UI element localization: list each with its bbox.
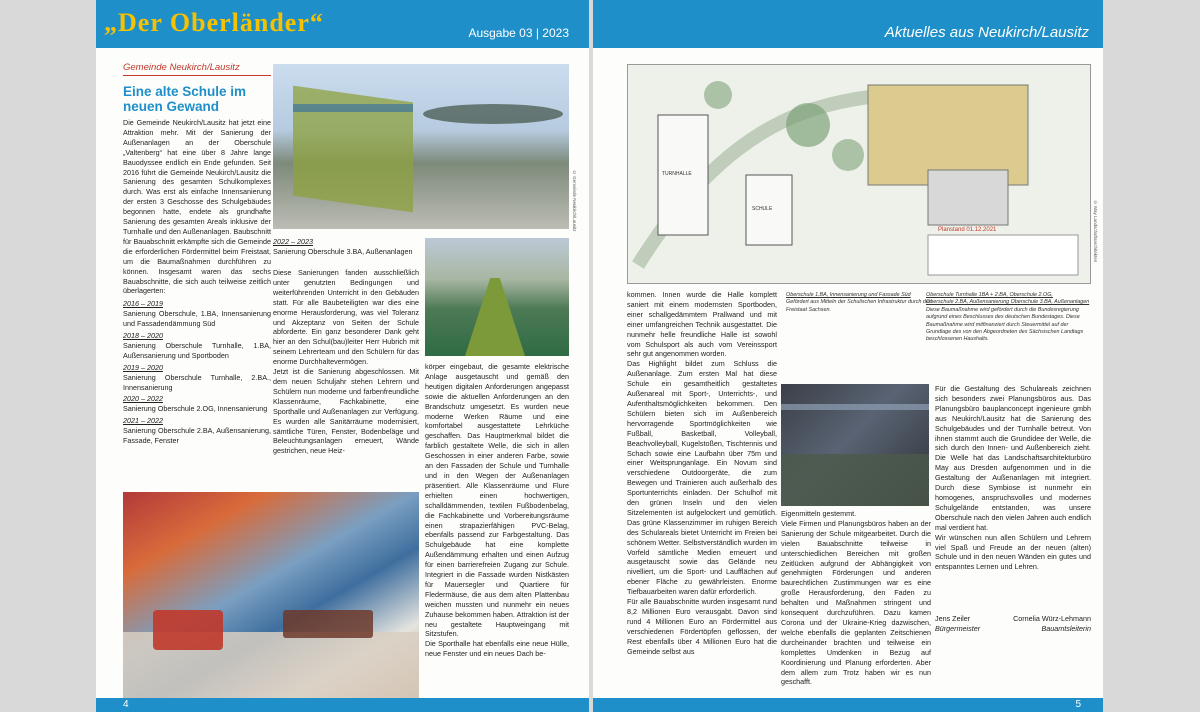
phase-text: Sanierung Oberschule 2.BA, Außensanierung, Fassade, Fenster [123, 426, 271, 446]
header-bar-right [593, 0, 1103, 48]
plan-label-turnhalle: TURNHALLE [662, 171, 692, 177]
plan-trees [786, 103, 830, 147]
footer-bar [96, 698, 589, 712]
text-column-4 [627, 290, 777, 657]
col3-text: körper eingebaut, die gesamte elektrische Anlage ausgetauscht und gemäß den heutigen digitalen Anforderungen angepasst sowie die aktuellen Anforderungen an den Brandschutz umgesetzt. Es wurden neue moderne Werken Räume und eine komfortabel ausgestattete Lehrküche geschaffen. Das Hauptmerkmal bildet die farblich gestaltete Welle, die sich in allen Geschossen in einer anderen Farbe, sowie an den Fassaden der Schule und Turnhalle und in den Wegen der Außenanlagen präsentiert. Alle Klassenräume und Flure erhielten einen hochwertigen, schalldämmenden, textilen Fußbodenbelag, die Fachkabinette und Vorbereitungsräume einen strapazierfähigen PVC-Belag, ebenfalls passend zur Farbgestaltung. Das Schulgebäude hat eine komplette Außendämmung erhalten und einen Aufzug für einen barrierefreien Zugang zur Schule. Integriert in die Fassade wurden Nistkästen für Mauersegler und Quartiere für Fledermäuse, die aus dem alten Plattenbau weichen mussten und nunmehr ein neues Zuhause bekommen haben. Attraktion ist der neu gestaltete Hauptweingang mit Sitzstufen. Die Sporthalle hat ebenfalls eine neue Hülle, neue Fenster und ein neues Dach be- [425, 362, 569, 659]
lead-paragraph: Die Gemeinde Neukirch/Lausitz hat jetzt eine Attraktion mehr. Mit der Sanierung der Außenanlagen an der Oberschule „Valtenberg“ hat eine über 8 Jahre lange Bauodyssee endlich ein Ende gefunden. Seit 2016 führt die Gemeinde Neukirch/Lausitz die Sanierung des gesamten Schulkomplexes durch. Was erst als einfache Innensanierung der ersten 3 Geschosse des Schulgebäudes begonnen hatte, endete als grundhafte Sanierung des gesamten Areals inklusive der Turnhalle und den Außenanlagen. Baubschnitt für Bauabschnitt erkämpfte sich die Gemeinde die erforderlichen Fördermittel beim Freistaat, um die Baumaßnahmen durchführen zu können. Insgesamt waren das sechs Bauabschnitte, die sich auch teilweise zeitlich überlagerten: [123, 118, 271, 296]
plan-trees-2 [832, 139, 864, 171]
footer-bar-right [593, 698, 1103, 712]
table [283, 610, 373, 638]
caption-1-text: Gefördert aus Mitteln der Schulischen Infrastruktur durch den Freistaat Sachsen. [786, 299, 932, 313]
phase-years: 2018 – 2020 [123, 331, 163, 341]
section-title: Aktuelles aus Neukirch/Lausitz [884, 24, 1089, 41]
text-column-6 [935, 384, 1091, 572]
site-plan [627, 64, 1091, 284]
signature-1-role: Bürgermeister [935, 624, 981, 633]
section-rubric: Gemeinde Neukirch/Lausitz [123, 62, 271, 76]
col2-text: Diese Sanierungen fanden ausschließlich unter genutzten Bedingungen und weiterführenden Unterricht in den Gebäuden statt. Für alle Baubeteiligten war dies eine enorme Herausforderung, was viel Toleranz und Akzeptanz von Seiten der Schule abforderte. Ein ganz besonderer Dank geht hier an den Schul(bau)leiter Herr Hubrich mit seinem Lehrerteam und den Schülern für das enorme Durchhaltevermögen. Jetzt ist die Sanierung abgeschlossen. Mit dem neuen Schuljahr stehen Lehrern und Schülern nun moderne und farbenfreundliche Klassenräume, Fachkabinette, eine Sporthalle und Außenanlagen zur Verfügung. Es wurden alle Sanitärräume modernisiert, sämtliche Türen, Fenster, Bodenbeläge und Beleuchtungsanlagen erneuert, Wände gestrichen, neue Heiz- [273, 268, 419, 456]
col6-text: Für die Gestaltung des Schulareals zeichnen sich besonders zwei Planungsbüros aus. Das Planungsbüro bauplanconcept ingenieure gmbh aus Neukirch/Lausitz hat die Sanierung des Schulgebäudes und der Turnhalle betreut. Von ihnen stammt auch die Grundidee der Welle, die sich durch den Innen- und Außenbereich zieht. Die Welle hat das Landschaftsarchitekturbüro May aus Dresden aufgenommen und in die Gestaltung der Außenanlagen mit integriert. Durch diese Symbiose ist nunmehr ein homogenes, anspruchsvolles und modernes Schulgelände entstanden, was unsere Oberschule nach den vielen Jahren auch endlich mal verdient hat. Wir wünschen nun allen Schülern und Lehrern viel Spaß und Freude an der neuen (alten) Schule und in den neuen Wänden ein gutes und entspanntes Lernen und Lehren. [935, 384, 1091, 572]
text-column-2 [273, 268, 419, 456]
phase-text: Sanierung Oberschule, 1.BA, Innensanierung und Fassadendämmung Süd [123, 309, 271, 329]
plan-label-schule: SCHULE [752, 206, 773, 212]
gym-window-band [781, 404, 929, 410]
plan-stand-label: Planstand 01.12.2021 [938, 227, 997, 233]
text-column-5 [781, 509, 931, 687]
interior-photo [123, 492, 419, 698]
plan-credit: © May Landschaftsarchitekten [1093, 200, 1098, 263]
text-column-3 [425, 362, 569, 659]
photo-credit: © Gemeinde Neukirch/Lausitz [572, 170, 577, 232]
phase-list [123, 299, 271, 446]
funding-caption-2 [926, 292, 1091, 344]
phase-text: Sanierung Oberschule Turnhalle, 2.BA., Innensanierung [123, 372, 271, 392]
header-bar [96, 0, 589, 48]
plan-legend-box [928, 235, 1078, 275]
red-chairs [153, 610, 223, 650]
phase-text: Sanierung Oberschule 2.OG, Innensanierung [123, 404, 268, 414]
phase-text-6: Sanierung Oberschule 3.BA, Außenanlagen [273, 246, 413, 256]
signature-1-name: Jens Zeiler [935, 614, 971, 623]
col4-text: kommen. Innen wurde die Halle komplett saniert mit einem modernsten Sportboden, einer schallgedämmtem Prallwand und mit einer umfangreichen Technik ausgestattet. Die nunmehr helle freundliche Halle ist sowohl vom Schulsport als auch vom Vereinssport sehr gut angenommen worden. Das Highlight bildet zum Schluss die Außenanlage. Zum ersten Mal hat diese Schule ein gesamtheitlich gestaltetes Außenareal mit Sport-, Unterrichts-, und Aufenthaltsmöglichkeiten bekommen. Den Schülern bieten sich im Außenbereich hervorragende Sportmöglichkeiten wie Fußball, Basketball, Volleyball, Beachvolleyball, Kugelstoßen, Tischtennis und Schach sowie eine Laufbahn über 75m und einer Weitsprunganlage. Ein Novum sind verschiedene Outdoorgeräte, die zum Bewegen und Trainieren auch außerhalb des Sportunterrichts einladen. Der Schulhof mit den grünen Inseln und den vielen Sitzelementen ist aufgelockert und gemütlich. Das grüne Klassenzimmer im ruhigen Bereich des Schulareals bietet Unterricht im Freien bei schönem Wetter. Selbstverständlich wurden im Vorfeld sämtliche Medien erneuert und ausgetauscht sowie das Gelände neu nivelliert, um die Sport- und Laufflächen auf ebener Fläche zu gewährleisten. Enorme Tiefbauarbeiten waren dafür erforderlich. Für alle Bauabschnitte wurden insgesamt rund 8,2 Millionen Euro verausgabt. Davon sind rund 4 Millionen Euro an Fördermittel aus verschiedenen Fördertöpfen geflossen, der Rest ebenfalls über 4 Millionen Euro hat die Gemeinde selbst aus [627, 290, 777, 656]
masthead: „Der Oberländer“ [104, 8, 324, 37]
gym-floor [781, 454, 929, 506]
running-track [465, 278, 525, 356]
page-number-right: 5 [1075, 699, 1081, 710]
site-plan-drawing [628, 65, 1090, 283]
phase-text: Sanierung Oberschule Turnhalle, 1.BA, Außensanierung und Sportboden [123, 340, 271, 360]
phase-years: 2021 – 2022 [123, 416, 163, 426]
signature-2 [1007, 614, 1091, 634]
caption-1-title: Oberschule 1.BA, Innensanierung und Fassade Süd [786, 292, 911, 298]
plan-building-grey [928, 170, 1008, 225]
track-photo [425, 238, 569, 356]
issue-label: Ausgabe 03 | 2023 [468, 26, 569, 40]
gym-photo [781, 384, 929, 506]
funding-caption-1 [786, 292, 936, 314]
tree-line [423, 104, 563, 124]
school-photo [273, 64, 569, 229]
left-page [96, 0, 589, 712]
caption-2-line-1: Oberschule Turnhalle 1BA + 2.BA, Oberschule 2.OG, [926, 292, 1053, 298]
article-title: Eine alte Schule im neuen Gewand [123, 84, 247, 114]
facade-band [293, 104, 413, 204]
signature-2-role: Bauamtsleiterin [1041, 624, 1091, 633]
phase-years: 2016 – 2019 [123, 299, 163, 309]
plan-trees-3 [704, 81, 732, 109]
phase-years: 2019 – 2020 [123, 362, 163, 372]
caption-2-line-2: Oberschule 2.BA, Außensanierung Oberschule 3.BA, Außenanlagen [926, 299, 1090, 306]
signature-2-name: Cornelia Würz-Lehmann [1013, 614, 1091, 623]
page-number-left: 4 [123, 699, 129, 710]
right-page [593, 0, 1103, 712]
lead-text-column [123, 118, 271, 446]
phase-years-6: 2022 – 2023 [273, 237, 313, 246]
phase-years: 2020 – 2022 [123, 394, 163, 404]
col5-text: Eigenmitteln gestemmt. Viele Firmen und Planungsbüros haben an der Sanierung der Schule mitgearbeitet. Durch die vielen Bauabschnitte teilweise in unterschiedlichen Bereichen mit großen Zeitlücken aufgrund der Abhängigkeit von genehmigten Förderungen und anderen baurechtlichen Zustimmungen war es eine große Herausforderung, den Faden zu behalten und Maßnahmen stringent und konsequent durchzuführen. Dazu kamen Corona und der Ukraine-Krieg dazwischen, welche ebenfalls die geplanten Zeitschienen durcheinander brachten und teilweise ein komplettes Umdenken in Bezug auf Koordinierung und Planung erforderten. Aber dem allem zum Trotz haben wir es nun geschafft. [781, 509, 931, 687]
phase-caption-block [273, 237, 419, 257]
caption-2-text: Diese Baumaßnahme wird gefördert durch die Bundesregierung aufgrund eines Beschlusses des deutschen Bundestages. Diese Baumaßnahme wird mitfinanziert durch Steuermittel auf der Grundlage des von den Abgeordneten des Sächsischen Landtags beschlossenen Haushalts. [926, 306, 1084, 343]
signature-1 [935, 614, 980, 634]
